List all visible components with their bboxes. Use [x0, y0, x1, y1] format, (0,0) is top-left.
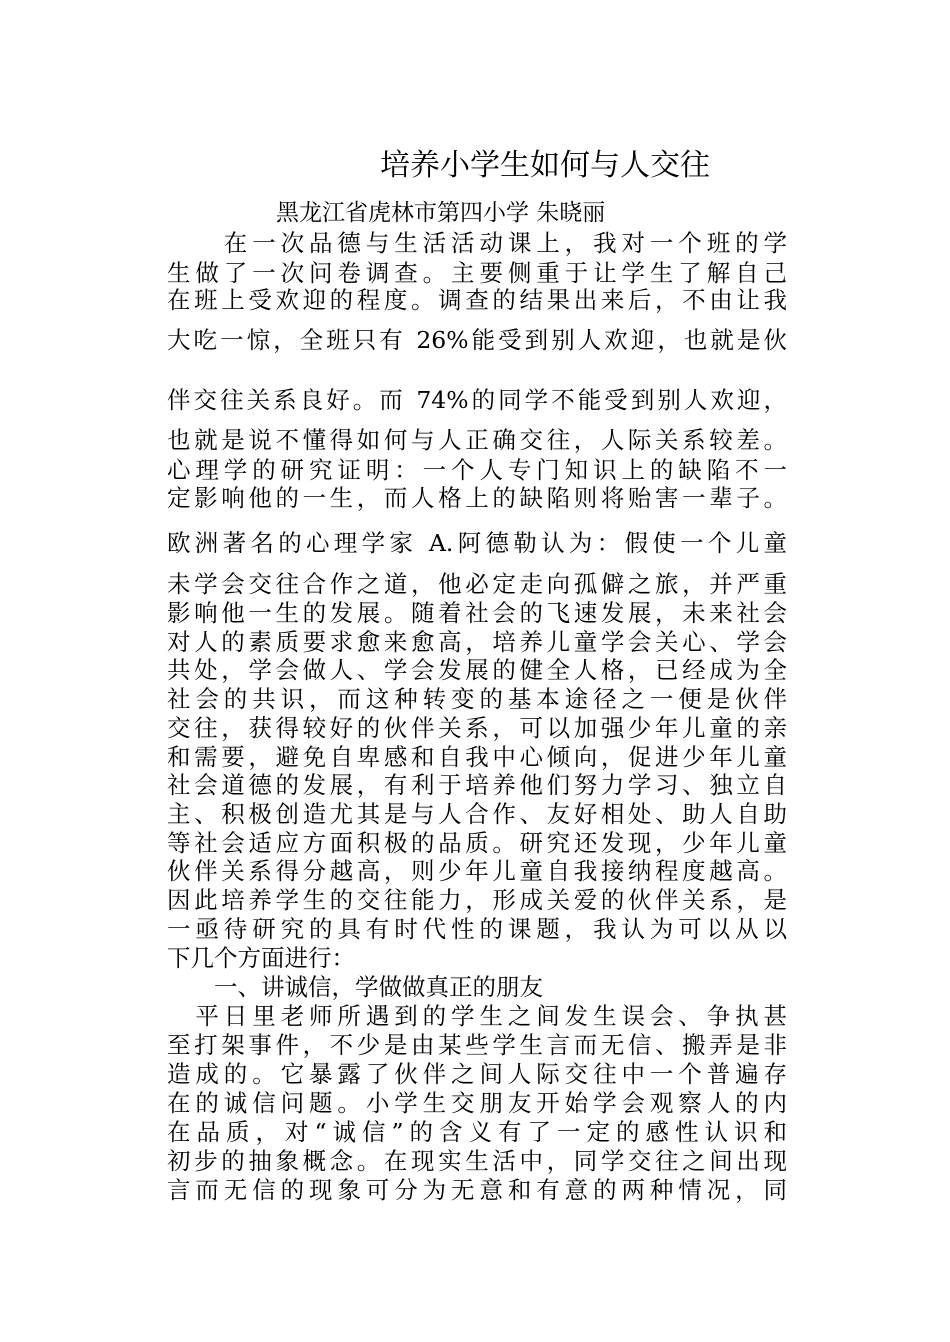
author-line: 黑龙江省虎林市第四小学 朱晓丽 — [276, 200, 606, 226]
body-line: 影响他一生的发展。随着社会的飞速发展，未来社会 — [167, 599, 787, 627]
body-line: 社会的共识，而这种转变的基本途径之一便是伙伴 — [167, 685, 787, 713]
body-line: 初步的抽象概念。在现实生活中，同学交往之间出现 — [167, 1147, 787, 1175]
body-line: 也就是说不懂得如何与人正确交往，人际关系较差。 — [167, 426, 787, 454]
body-line: 一亟待研究的具有时代性的课题，我认为可以从以 — [167, 915, 787, 943]
body-line: 在的诚信问题。小学生交朋友开始学会观察人的内 — [167, 1089, 787, 1117]
body-line: 至打架事件，不少是由某些学生言而无信、搬弄是非 — [167, 1031, 787, 1059]
body-line: 大吃一惊，全班只有 26%能受到别人欢迎，也就是伙 — [167, 326, 787, 354]
document-title: 培养小学生如何与人交往 — [380, 148, 710, 183]
body-line: 在一次品德与生活活动课上，我对一个班的学 — [167, 229, 787, 257]
body-line: 未学会交往合作之道，他必定走向孤僻之旅，并严重 — [167, 570, 787, 598]
body-line: 在班上受欢迎的程度。调查的结果出来后，不由让我 — [167, 286, 787, 314]
body-line: 交往，获得较好的伙伴关系，可以加强少年儿童的亲 — [167, 714, 787, 742]
body-line: 社会道德的发展，有利于培养他们努力学习、独立自 — [167, 771, 787, 799]
body-line: 言而无信的现象可分为无意和有意的两种情况，同 — [167, 1176, 787, 1204]
body-line: 欧洲著名的心理学家 A.阿德勒认为：假使一个儿童 — [167, 529, 787, 557]
body-line: 因此培养学生的交往能力，形成关爱的伙伴关系，是 — [167, 886, 787, 914]
body-line: 下几个方面进行： — [167, 944, 355, 972]
body-line: 共处，学会做人、学会发展的健全人格，已经成为全 — [167, 656, 787, 684]
section-heading: 一、讲诚信，学做做真正的朋友 — [167, 973, 543, 1001]
body-line: 心理学的研究证明：一个人专门知识上的缺陷不一 — [167, 456, 787, 484]
body-line: 对人的素质要求愈来愈高，培养儿童学会关心、学会 — [167, 628, 787, 656]
body-line: 生做了一次问卷调查。主要侧重于让学生了解自己 — [167, 259, 787, 287]
body-line: 等社会适应方面积极的品质。研究还发现，少年儿童 — [167, 829, 787, 857]
body-line: 在品质，对“诚信”的含义有了一定的感性认识和 — [167, 1118, 787, 1146]
body-line: 伴交往关系良好。而 74%的同学不能受到别人欢迎， — [167, 386, 787, 414]
body-line: 定影响他的一生，而人格上的缺陷则将贻害一辈子。 — [167, 484, 787, 512]
body-line: 和需要，避免自卑感和自我中心倾向，促进少年儿童 — [167, 743, 787, 771]
body-line: 造成的。它暴露了伙伴之间人际交往中一个普遍存 — [167, 1060, 787, 1088]
body-line: 伙伴关系得分越高，则少年儿童自我接纳程度越高。 — [167, 857, 787, 885]
body-line: 主、积极创造尤其是与人合作、友好相处、助人自助 — [167, 800, 787, 828]
body-line: 平日里老师所遇到的学生之间发生误会、争执甚 — [167, 1002, 787, 1030]
